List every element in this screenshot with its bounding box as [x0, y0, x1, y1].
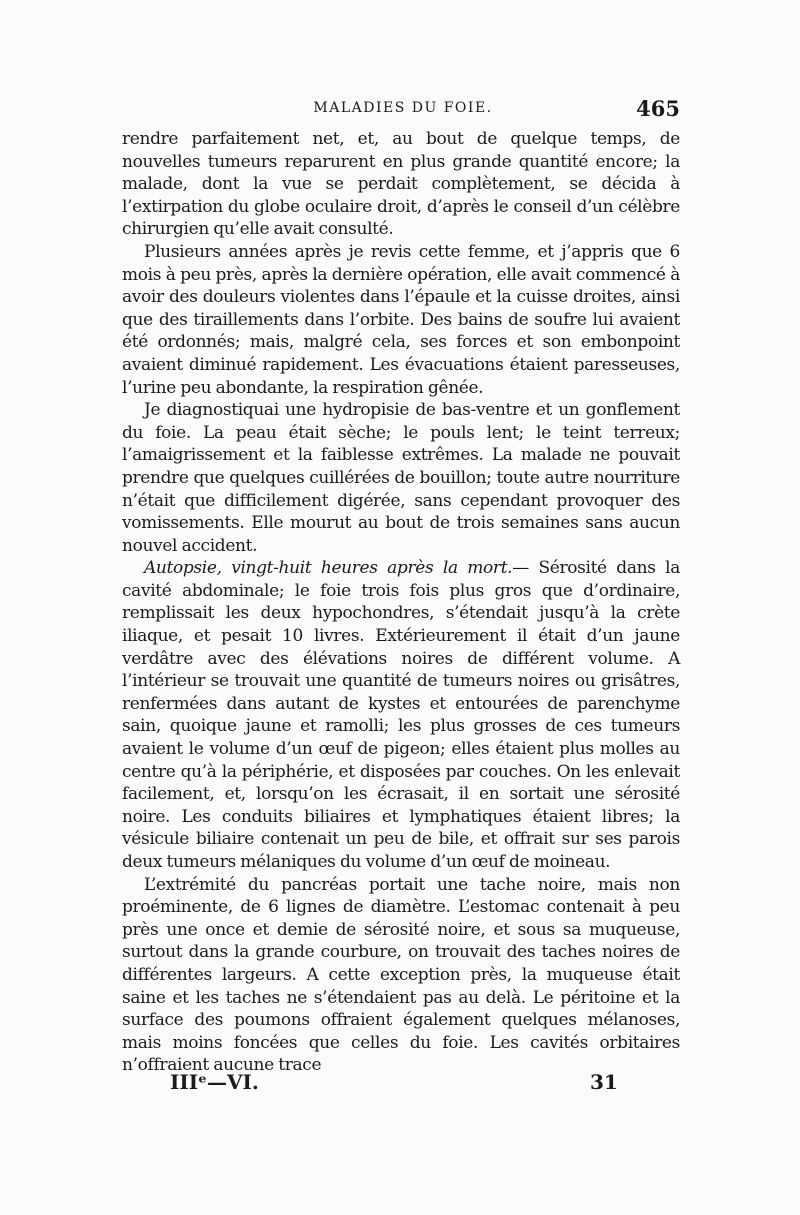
footer: [170, 1070, 620, 1100]
paragraph: Je diagnostiquai une hydropisie de bas-ventre et un gonflement du foie. La peau était sèche; le pouls lent; le teint terreux; l’amaigrissement et la faiblesse extrêmes. La malade ne pouvait prendre que quelques cuillérées de bouillon; toute autre nourriture n’était que difficilement digérée, sans cependant provoquer des vomissements. Elle mourut au bout de trois semaines sans aucun nouvel accident.: [122, 400, 680, 556]
paragraph: rendre parfaitement net, et, au bout de quelque temps, de nouvelles tumeurs reparurent en plus grande quantité encore; la malade, dont la vue se perdait complètement, se décida à l’extirpation du globe oculaire droit, d’après le conseil d’un célèbre chirurgien qu’elle avait consulté.: [122, 129, 680, 240]
running-head: [122, 96, 684, 120]
signature-mark: IIIᵉ—VI.: [170, 1070, 259, 1094]
autopsy-text: — Sérosité dans la cavité abdominale; le foie trois fois plus gros que d’ordinaire, remplissait les deux hypochondres, s’étendait jusqu’à la crète iliaque, et pesait 10 livres. Extérieurement il était d’un jaune verdâtre avec des élévations noires de différent volume. A l’intérieur se trouvait une quantité de tumeurs noires ou grisâtres, renfermées dans autant de kystes et entourées de parenchyme sain, quoique jaune et ramolli; les plus grosses de ces tumeurs avaient le volume d’un œuf de pigeon; elles étaient plus molles au centre qu’à la périphérie, et disposées par couches. On les enlevait facilement, et, lorsqu’on les écrasait, il en sortait une sérosité noire. Les conduits biliaires et lymphatiques étaient libres; la vésicule biliaire contenait un peu de bile, et offrait sur ses parois deux tumeurs mélaniques du volume d’un œuf de moineau.: [122, 558, 680, 872]
page-number: 465: [636, 96, 680, 121]
sheet-number: 31: [590, 1070, 618, 1094]
paragraph: Plusieurs années après je revis cette femme, et j’appris que 6 mois à peu près, après la dernière opération, elle avait commencé à avoir des douleurs violentes dans l’épaule et la cuisse droites, ainsi que des tiraillements dans l’orbite. Des bains de soufre lui avaient été ordonnés; mais, malgré cela, ses forces et son embonpoint avaient diminué rapidement. Les évacuations étaient paresseuses, l’urine peu abondante, la respiration gênée.: [122, 241, 680, 398]
body-text: [122, 128, 680, 1077]
paragraph: L’extrémité du pancréas portait une tache noire, mais non proéminente, de 6 lignes de diamètre. L’estomac contenait à peu près une once et demie de sérosité noire, et sous sa muqueuse, surtout dans la grande courbure, on trouvait des taches noires de différentes largeurs. A cette exception près, la muqueuse était saine et les taches ne s’étendaient pas au delà. Le péritoine et la surface des poumons offraient également quelques mélanoses, mais moins foncées que celles du foie. Les cavités orbitaires n’offraient aucune trace: [122, 874, 680, 1076]
autopsy-paragraph: [122, 557, 680, 873]
running-title: MALADIES DU FOIE.: [313, 100, 493, 116]
autopsy-heading: Autopsie, vingt-huit heures après la mort.: [144, 558, 513, 579]
